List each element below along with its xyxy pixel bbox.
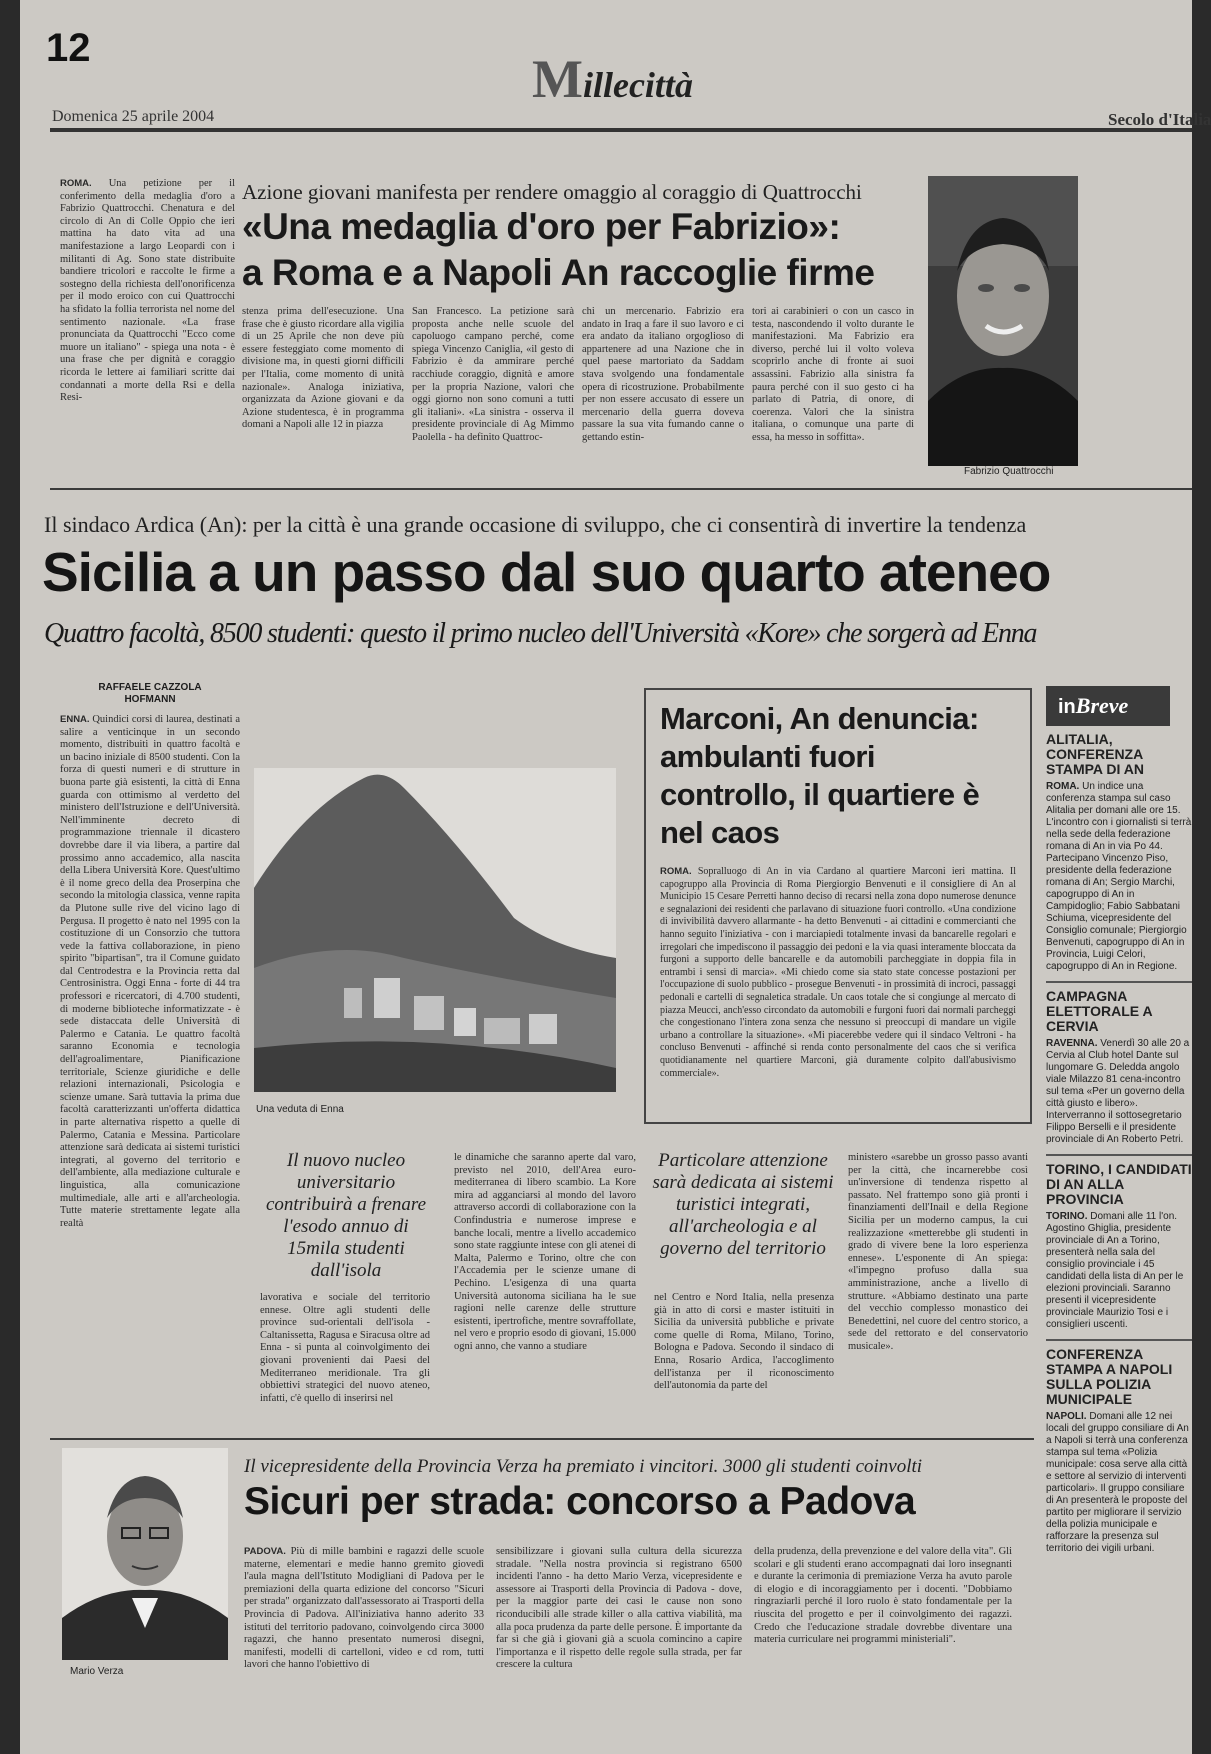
- byline: RAFFAELE CAZZOLA HOFMANN: [98, 682, 202, 705]
- article1-bottom-rule: [50, 488, 1192, 490]
- pullquote-2: Particolare attenzione sarà dedicata ai sistemi turistici integrati, all'archeologia e al governo del territorio: [652, 1150, 834, 1259]
- article4-headline: Sicuri per strada: concorso a Padova: [244, 1480, 916, 1523]
- article2-col5: ministero «sarebbe un grosso passo avanti per la città, che incarnerebbe così un'inversione di tendenza rispetto al passato. Nel frattempo sono già pronti i finanziamenti dell'Inail e della Regione Sicilia per un moderno campus, la cui realizzazione «metterebbe gli studenti in grado di vivere bene la loro esperienza ennese». L'esponente di An spiega: «l'impegno profuso dalla sua amministrazione, anche a livello di strutture. «Abbiamo destinato una parte del vecchio complesso monastico dei Benedettini, nel cuore del centro storico, a sede del rettorato e del conservatorio musicale».: [848, 1152, 1028, 1352]
- enna-photo: [254, 768, 616, 1092]
- inbreve-item: CAMPAGNA ELETTORALE A CERVIA RAVENNA. Venerdì 30 alle 20 a Cervia al Club hotel Dante sul lungomare G. Deledda angolo viale Milazzo 81 cena-incontro sul tema «Per un governo della città giusto e libero». Interverranno il sottosegretario Filippo Berselli e il presidente provinciale di An Roberto Petri.: [1046, 988, 1190, 1145]
- article1-col2: stenza prima dell'esecuzione. Una frase che è giusto ricordare alla vigilia di un 25 Aprile che non deve più essere festeggiato come momento di divisione ma, in questi giorni difficili per l'Italia, come momento di unità nazionale». Analoga iniziativa, organizzata da Azione giovani e da Azione studentesca, è in programma domani a Napoli alle 12 in piazza: [242, 306, 404, 431]
- article2-headline: Sicilia a un passo dal suo quarto ateneo: [42, 541, 1051, 603]
- marconi-box: Marconi, An denuncia: ambulanti fuori controllo, il quartiere è nel caos ROMA. Sopralluogo di An in via Cardano al quartiere Marconi ieri mattina. Il capogruppo alla Provincia di Roma Piergiorgio Benvenuti e il consigliere di An al Municipio 15 Cesare Perretti hanno deciso di recarsi nella zona dopo numerose denunce e segnalazioni dei residenti che parlavano di situazione fuori controllo. «Una condizione di invivibilità davvero allarmante - ha detto Benvenuti - ai cittadini e commercianti che hanno seguito l'iniziativa - con i marciapiedi totalmente invasi da bancarelle regolari e irregolari che impediscono il passaggio dei pedoni e la via quasi interamente bloccata da furgoni a supporto delle bancarelle e da automobili parcheggiate in doppia fila in entrambi i sensi di marcia». «Mi chiedo come sia stato state concesse postazioni per l'occupazione di suolo pubblico - prosegue Benvenuti - in prossimità di incroci, passaggi pedonali e cartelli di segnaletica stradale. Un caos totale che si congiunge al mercato di piazza Meucci, anch'esso circondato da automobili e furgoni fuori dai normali parcheggi che congestionano l'intera zona senza che nessuno si preoccupi di mandare un vigile urbano a controllare la situazione». «Mi piacerebbe vedere qui il sindaco Veltroni - ha concluso Benvenuti - affinché si renda conto personalmente del caos che si verifica quotidianamente nel quartiere Marconi, già duramente colpito dall'abusivismo commerciale».: [644, 688, 1032, 1124]
- marconi-headline: Marconi, An denuncia: ambulanti fuori controllo, il quartiere è nel caos: [660, 701, 980, 850]
- article1-col5: tori ai carabinieri o con un casco in testa, nascondendo il volto durante le manifestazioni. Ma Fabrizio era diverso, perché lui il volto voleva scoprirlo anche di fronte ai suoi assassini. Fabrizio alla sinistra fa paura perché con il suo gesto ci ha parlato di Patria, di onore, di coerenza. Valori che la sinistra italiana, o comunque una parte di essa, ha messo in soffitta».: [752, 306, 914, 443]
- inbreve-item: ALITALIA, CONFERENZA STAMPA DI AN ROMA. Un indice una conferenza stampa sul caso Alitalia per domani alle ore 15. L'incontro con i giornalisti si terrà nella sede della federazione romana di An in via Po 44. Partecipano Vincenzo Piso, presidente della federazione romana di An; Sergio Marchi, capogruppo di An in Campidoglio; Fabio Sabbatani Schiuma, vicepresidente del Consiglio comunale; Piergiorgio Benvenuti, capogruppo di An in Provincia, Luigi Celori, capogruppo di An in Regione.: [1046, 731, 1192, 972]
- section-logo: [532, 48, 693, 110]
- marconi-body: Sopralluogo di An in via Cardano al quartiere Marconi ieri mattina. Il capogruppo alla Provincia di Roma Piergiorgio Benvenuti e il consigliere di An al Municipio 15 Cesare Perretti hanno deciso di recarsi nella zona dopo numerose denunce e segnalazioni dei residenti che parlavano di situazione fuori controllo. «Una condizione di invivibilità davvero allarmante - ha detto Benvenuti - ai cittadini e commercianti che hanno seguito l'iniziativa - con i marciapiedi totalmente invasi da bancarelle regolari e irregolari che impediscono il passaggio dei pedoni e la via quasi interamente bloccata da furgoni a supporto delle bancarelle e da automobili parcheggiate in doppia fila in entrambi i sensi di marcia». «Mi chiedo come sia stato state concesse postazioni per l'occupazione di suolo pubblico - prosegue Benvenuti - in prossimità di incroci, passaggi pedonali e cartelli di segnaletica stradale. Un caos totale che si congiunge al mercato di piazza Meucci, anch'esso circondato da automobili e furgoni fuori dai normali parcheggi che congestionano l'intera zona senza che nessuno si preoccupi di mandare un vigile urbano a controllare la situazione». «Mi piacerebbe vedere qui il sindaco Veltroni - ha concluso Benvenuti - affinché si renda conto personalmente del caos che si verifica quotidianamente nel quartiere Marconi, già duramente colpito dall'abusivismo commerciale».: [660, 866, 1017, 1079]
- article4-col1: PADOVA. Più di mille bambini e ragazzi delle scuole materne, elementari e medie hanno gremito giovedì l'aula magna dell'Istituto Modigliani di Padova per le premiazioni della quarta edizione del concorso "Sicuri per strada" organizzato dall'assessorato ai Trasporti della Provincia di Padova. All'iniziativa hanno aderito 33 istituti del territorio padovano, coinvolgendo circa 3000 ragazzi, che hanno presentato numerosi disegni, manifesti, modelli di cartelloni, video e cd rom, tutti lavori che hanno l'obiettivo di: [244, 1546, 484, 1671]
- article1-headline-line2: a Roma e a Napoli An raccoglie firme: [242, 252, 875, 293]
- article2-kicker: Il sindaco Ardica (An): per la città è una grande occasione di sviluppo, che ci consentirà di invertire la tendenza: [44, 512, 1027, 537]
- article1-headline-line1: «Una medaglia d'oro per Fabrizio»:: [242, 206, 841, 247]
- section-name: illecittà: [582, 65, 693, 105]
- verza-caption: Mario Verza: [70, 1666, 124, 1677]
- article1-col3: San Francesco. La petizione sarà proposta anche nelle scuole del capoluogo campano perché, come spiega Vincenzo Caniglia, «il gesto di Fabrizio è da ammirare perché racchiude coraggio, dignità e amore per la propria Nazione, valori che oggi giorno non sono comuni a tutti gli italiani». «La sinistra - osserva il presidente provinciale di Ag Mimmo Paolella - ha definito Quattroc-: [412, 306, 574, 443]
- section-initial: M: [532, 49, 583, 109]
- article2-col1: ENNA. Quindici corsi di laurea, destinati a salire a venticinque in un secondo momento, distribuiti in quattro facoltà e un bacino iniziale di 8500 studenti. Con la forza di questi numeri e di strutture in buona parte già esistenti, la città di Enna guarda con ottimismo al verdetto del ministero dell'Istruzione e dell'Università. Nell'imminente decreto di programmazione triennale il dicastero dovrebbe dare il via libera, a partire dal prossimo anno accademico, alla nascita della Libera Università Kore. Quest'ultimo è il nome greco della dea Proserpina che secondo la mitologia classica, venne rapita da Plutone sulle rive del vicino lago di Pergusa. Il progetto è nato nel 1995 con la costituzione di un Consorzio che tuttora vede la fattiva collaborazione, in pieno spirito "bipartisan", tra il Comune guidato dal Centrodestra e la Provincia retta dal Centrosinistra. Oggi Enna - forte di 44 tra professori e ricercatori, di 4.700 studenti, di moderne biblioteche informatizzate - è sede distaccata delle Università di Palermo e Catania. Le quattro facoltà saranno Economia e tecnologia dell'agroalimentare, Pianificazione territoriale, Scienze giuridiche e delle relazioni internazionali, Psicologia e scienze umane. Sarà tuttavia la prima due facoltà caratterizzanti un'offerta didattica in parte alternativa rispetto a quelle di Palermo, Catania e Messina. Particolare attenzione sarà dedicata ai sistemi turistici integrati, al governo del territorio e dell'ambiente, alla mediazione culturale e linguistica, alla comunicazione multimediale, alle arti e all'archeologia. Tutte materie strettamente legate alla realtà: [60, 714, 240, 1229]
- inbreve-item: CONFERENZA STAMPA A NAPOLI SULLA POLIZIA MUNICIPALE NAPOLI. Domani alle 12 nei locali del gruppo consiliare di An a Napoli si terrà una conferenza stampa sul tema «Polizia municipale: cosa serve alla città e settore al servizio di interventi particolari». Il gruppo consiliare di An presenterà le proposte del partito per migliorare il servizio della polizia municipale e rafforzare la presenza sul territorio dei vigili urbani.: [1046, 1346, 1189, 1554]
- page-number: 12: [46, 26, 91, 70]
- article4-col3: della prudenza, della prevenzione e del valore della vita". Gli scolari e gli studenti erano accompagnati dai loro insegnanti e durante la cerimonia di premiazione Verza ha avuto parole di elogio e di incoraggiamento per i docenti. "Dobbiamo ringraziarli perché il loro ruolo è stato fondamentale per la riuscita del progetto e per il coinvolgimento dei ragazzi. Credo che l'educazione stradale dovrebbe diventare una materia curriculare nei programmi ministeriali".: [754, 1546, 1012, 1646]
- masthead-rule: [50, 128, 1192, 132]
- issue-date: Domenica 25 aprile 2004: [52, 108, 215, 125]
- article1-col1: ROMA. Una petizione per il conferimento della medaglia d'oro a Fabrizio Quattrocchi. Chenatura e del circolo di An di Colle Oppio che ieri mattina ha dato vita ad una manifestazione a largo Leopardi con i militanti di Ag. Sono state distribuite bandiere tricolori e raccolte le firme a sostegno della richiesta dell'onorificenza per il modo eroico con cui Quattrocchi ha sfidato la follia terrorista nel nome del sentimento nazionale. «La frase pronunciata da Quattrocchi "Ecco come muore un italiano" - spiega una nota - è una frase che per dignità e coraggio ricorda le lettere ai familiari scritte dai condannati a morte della Rsi e della Resi-: [60, 178, 236, 404]
- quattrocchi-photo: [928, 176, 1078, 466]
- verza-photo: [62, 1448, 228, 1660]
- paper-name: Secolo d'Italia: [1108, 110, 1211, 129]
- article1-kicker: Azione giovani manifesta per rendere omaggio al coraggio di Quattrocchi: [242, 180, 862, 204]
- newspaper-page: [20, 0, 1211, 1754]
- article2-col3: le dinamiche che saranno aperte dal varo, previsto nel 2010, dell'Area euro-mediterranea di libero scambio. La Kore mira ad agganciarsi al mondo del lavoro attraverso accordi di collaborazione con la Confindustria e numerose imprese e banche locali, mentre a livello accademico sono state raggiunte intese con gli atenei di Malta, Palermo e Torino, oltre che con l'Accademia per le scienze umane di Pechino. L'esigenza di una quarta Università autonoma siciliana ha le sue ragioni nelle carenze delle strutture esistenti, ipertrofiche, mentre sovraffollate, nel vero e proprio esodo di giovani, 15.000 ogni anno, che vanno a studiare: [454, 1152, 636, 1352]
- article4-col2: sensibilizzare i giovani sulla cultura della sicurezza stradale. "Nella nostra provincia si registrano 6500 incidenti l'anno - ha detto Mario Verza, vicepresidente e assessore ai Trasporti della Provincia di Padova - dove, per la maggior parte dei casi le cause non sono riconducibili alle strade killer o alla cattiva viabilità, ma alla poca prudenza da parte delle persone. È importante da far sì che già i giovani già a scuola comincino a capire l'importanza e il rispetto delle regole sulla strada, per far crescere la cultura: [496, 1546, 742, 1671]
- article2-col2: lavorativa e sociale del territorio ennese. Oltre agli studenti delle province sud-orientali dell'isola - Caltanissetta, Ragusa e Siracusa oltre ad Enna - si punta al coinvolgimento dei giovani provenienti dai Paesi del Mediterraneo meridionale. Tra gli obbiettivi strategici del nuovo ateneo, infatti, c'è quello di inserirsi nel: [260, 1292, 430, 1404]
- enna-caption: Una veduta di Enna: [256, 1104, 344, 1115]
- inbreve-logo: inBreve: [1046, 686, 1170, 726]
- article2-bottom-rule: [50, 1438, 1034, 1440]
- quattrocchi-caption: Fabrizio Quattrocchi: [964, 466, 1054, 477]
- inbreve-column: [1046, 686, 1192, 1754]
- article2-subhead: Quattro facoltà, 8500 studenti: questo il primo nucleo dell'Università «Kore» che sorgerà ad Enna: [44, 618, 1037, 649]
- article4-kicker: Il vicepresidente della Provincia Verza ha premiato i vincitori. 3000 gli studenti coinvolti: [244, 1456, 923, 1477]
- article1-col4: chi un mercenario. Fabrizio era andato in Iraq a fare il suo lavoro e ci era andato da italiano orgoglioso di appartenere ad una Nazione che in quel paese martoriato da Saddam stava svolgendo una fondamentale opera di ricostruzione. Probabilmente per non essere accusato di essere un mercenario della guerra doveva passare la sua vita fumando canne o gettando estin-: [582, 306, 744, 443]
- pullquote-1: Il nuovo nucleo universitario contribuirà a frenare l'esodo annuo di 15mila studenti dall'isola: [265, 1150, 427, 1281]
- inbreve-item: TORINO, I CANDIDATI DI AN ALLA PROVINCIA TORINO. Domani alle 11 l'on. Agostino Ghiglia, presidente provinciale di An a Torino, presenterà nella sala del consiglio provinciale i 45 candidati della lista di An per le elezioni provinciali. Saranno presenti il vicepresidente provinciale Maurizio Tosi e i consiglieri uscenti.: [1046, 1161, 1192, 1330]
- article2-col4: nel Centro e Nord Italia, nella presenza già in atto di corsi e master istituiti in Sicilia da università pubbliche e private come quelle di Roma, Milano, Torino, Bologna e Padova. Secondo il sindaco di Enna, Rosario Ardica, l'accoglimento dell'istanza per il riconoscimento dell'autonomia da parte del: [654, 1292, 834, 1392]
